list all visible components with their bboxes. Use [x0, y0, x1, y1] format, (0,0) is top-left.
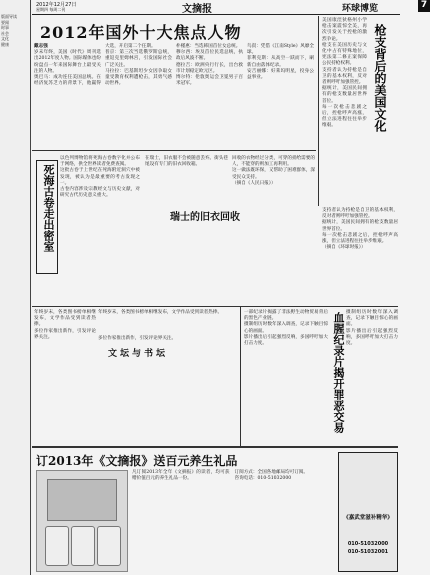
book-title: 死海古卷走出密室 [42, 164, 55, 252]
ad-box-title: 《嘉武堂滋补精华》 [343, 515, 393, 521]
film-paragraph: 摄制组历时数年深入调查，记录下触目惊心的画面。 [244, 322, 328, 334]
article-1-paragraph: 岁末年终，美国《时代》周刊选出2012年度人物。国际媒体也纷纷盘点一年来国际舞台上最受关注的人物。 [34, 50, 101, 74]
gun-paragraph: 每一次枪击悲剧之后，控枪呼声高涨，但立法进程往往举步维艰。 [322, 104, 367, 129]
product-bottle [71, 526, 95, 566]
gun-paragraph: 据统计，美国民间拥有的枪支数量居世界首位。 [322, 86, 367, 104]
divider [32, 150, 316, 151]
switz-title: 瑞士的旧衣回收 [170, 212, 240, 223]
switz-body [145, 156, 315, 304]
article-1-paragraph: 马拉拉：巴基斯坦少女因争取女童受教育权利遭枪击，其勇气感动世界。 [105, 68, 172, 87]
film-paragraph: 一部纪录片揭露了非法野生动物贸易背后的黑色产业链。 [244, 310, 328, 322]
left-strip [0, 0, 31, 575]
article-1-body [34, 44, 314, 148]
left-strip-item: 时事 [1, 25, 9, 30]
left-strip-item: 社会 [1, 30, 9, 36]
gun-paragraph: 据统计，美国民间拥有的枪支数量居世界首位。 [322, 220, 398, 232]
left-strip-item: 健康 [1, 41, 9, 47]
article-1-paragraph: 安吉丽娜：好莱坞明星，投身公益事业。 [247, 68, 314, 81]
page-number: 7 [418, 0, 430, 12]
article-1-byline: 戴志强 [34, 44, 48, 49]
article-1-paragraph: 鸟叔：凭借《江南Style》风靡全球。 [247, 44, 314, 56]
article-1-title: 2012年国外十大焦点人物 [40, 23, 242, 42]
gun-paragraph: 支持者认为持枪是自卫的基本权利，反对者则呼吁加强管控。 [322, 208, 398, 220]
film-paragraph: 影片播出后引起强烈反响，多国呼吁加大打击力度。 [244, 334, 328, 347]
divider [240, 306, 241, 446]
gun-paragraph: 枪支在美国历史与文化中占有特殊地位，宪法第二修正案保障公民持枪权利。 [322, 42, 367, 67]
article-1-paragraph: 德拉吉：欧洲央行行长，出台救市计划稳定欧元区。 [176, 62, 243, 74]
ad-paragraph: 订阅方式：全国各地邮局均可订阅。 [234, 470, 309, 475]
product-bottle [97, 526, 121, 566]
gun-paragraph: 美国康涅狄格州小学枪击案震惊全美，再次引发关于控枪的激烈争论。 [322, 18, 367, 42]
gun-sidebar-title: 枪支背后的美国文化 [373, 24, 387, 132]
masthead-date: 2012年12月27日 [36, 2, 77, 8]
product-image [36, 470, 128, 572]
switz-paragraph: 回收的衣物经过分类，可穿的捐给需要的人，不能穿的则加工再利用。 [232, 156, 315, 168]
product-box [47, 479, 117, 521]
ad-phone: 010-51032001 [347, 549, 389, 555]
film-body-2 [346, 310, 398, 444]
left-strip-text [1, 14, 28, 554]
left-strip-item: 文化 [1, 36, 9, 41]
culture-paragraph: 多位作家推出新作，引发评论界关注。 [34, 328, 96, 340]
masthead-logo: 文摘报 [182, 4, 212, 15]
article-1-paragraph: 普京：第三次当选俄罗斯总统，重返克里姆林宫，引发国际社会广泛关注。 [105, 50, 172, 68]
ad-paragraph: 咨询电话：010-51032000 [234, 476, 292, 482]
ad-paragraph: 凡订阅2013年全年《文摘报》的读者，均可获赠价值百元的养生礼品一份。 [132, 470, 230, 482]
book-paragraph: 古卷内容涉及宗教经文与历史文献，对研究古代历史意义重大。 [60, 187, 140, 199]
culture-body [98, 310, 238, 444]
ad-phone: 010-51032000 [347, 541, 389, 547]
divider [318, 16, 319, 206]
film-paragraph: 影片播出后引起强烈反响，多国呼吁加大打击力度。 [346, 328, 398, 347]
ad-body [132, 470, 332, 570]
film-paragraph: 摄制组历时数年深入调查，记录下触目惊心的画面。 [346, 310, 398, 328]
ad-title: 订2013年《文摘报》送百元养生礼品 [36, 454, 238, 468]
film-body [244, 310, 328, 444]
section-title: 环球博览 [342, 4, 379, 14]
gun-source: （摘自《环球时报》） [322, 245, 366, 251]
gun-paragraph: 支持者认为持枪是自卫的基本权利，反对者则呼吁加强管控。 [322, 67, 367, 86]
culture-paragraph: 年终岁末，各类图书榜单相继发布，文学作品受到读者热捧。 [98, 310, 223, 315]
book-paragraph: 这批古卷于上世纪在死海附近洞穴中被发现，被认为是最重要的考古发现之一。 [60, 168, 140, 186]
culture-paragraph: 多位作家推出新作，引发评论界关注。 [98, 336, 177, 342]
masthead-sub: 星期四 每周二刊 [36, 7, 66, 12]
culture-paragraph: 年终岁末，各类图书榜单相继发布，文学作品受到读者热捧。 [34, 310, 96, 328]
film-title: 血腥纪录片揭开罪恶交易 [332, 312, 345, 433]
switz-source: （摘自《人民日报》） [232, 180, 276, 186]
book-paragraph: 以色列博物馆将死海古卷数字化并公布于网络，供全世界读者免费查阅。 [60, 156, 140, 168]
gun-sidebar-body-2 [322, 208, 398, 298]
divider [32, 446, 398, 448]
product-bottle [45, 526, 69, 566]
culture-body-left [34, 310, 96, 444]
gun-paragraph: 每一次枪击悲剧之后，控枪呼声高涨，但立法进程往往举步维艰。 [322, 232, 398, 245]
culture-title: 文坛与书坛 [108, 349, 169, 359]
ad-contact-box [338, 452, 398, 572]
left-strip-item: 要闻 [1, 19, 9, 25]
switz-paragraph: 这一做法既环保，又帮助了困难群体，深受民众支持。 [232, 168, 315, 180]
article-1-paragraph: 菲利克斯：从高空一跃而下，刷新自由落体纪录。 [247, 56, 314, 68]
article-1-paragraph: 博尔特：伦敦奥运会卫冕男子百米冠军。 [176, 75, 243, 87]
switz-paragraph: 在瑞士，旧衣服不会被随意丢弃。街头巷尾设有专门的旧衣回收箱。 [145, 156, 228, 168]
article-1-paragraph: 朴槿惠：当选韩国首位女总统。 [176, 44, 241, 49]
book-body [60, 156, 140, 306]
gun-sidebar-body [322, 18, 367, 203]
article-1-paragraph: 奥巴马：成功连任美国总统。在经济复苏乏力的背景下，他赢得大选，开启第二个任期。 [34, 44, 156, 87]
article-1-paragraph: 穆尔西：埃及首位民选总统，执政后风波不断。 [176, 50, 243, 62]
left-strip-item: 版面导读 [1, 14, 17, 19]
divider [32, 306, 398, 307]
masthead [32, 0, 428, 15]
